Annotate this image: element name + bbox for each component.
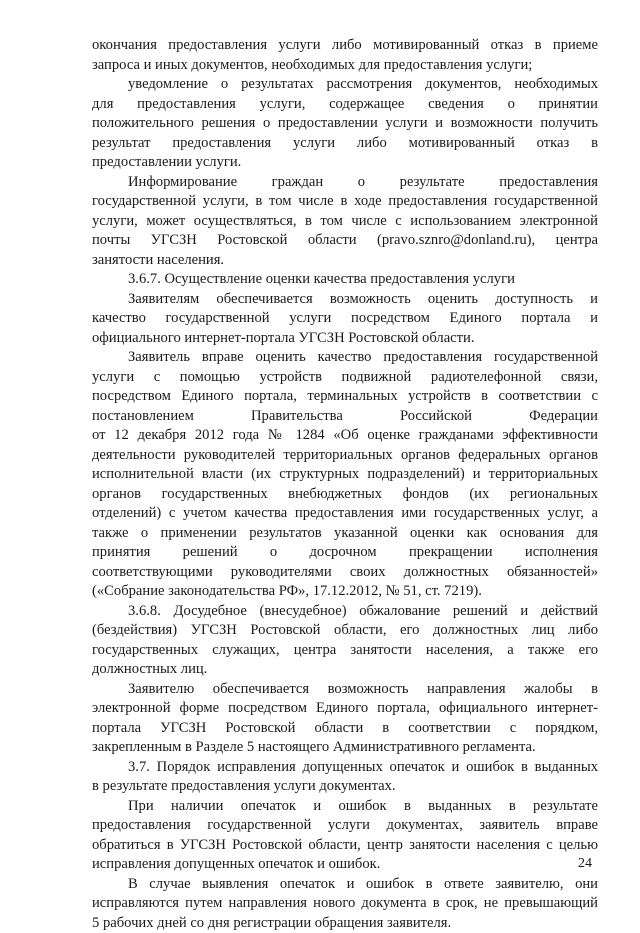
text-line: (бездействия) УГСЗН Ростовской области, его должностных лиц либо xyxy=(92,621,598,641)
text-line: органов государственных внебюджетных фондов (их региональных xyxy=(92,485,598,505)
text-line: официального интернет-портала УГСЗН Ростовской области. xyxy=(92,329,598,349)
text-line: почты УГСЗН Ростовской области (pravo.sznro@donland.ru), центра xyxy=(92,231,598,251)
text-line: запроса и иных документов, необходимых для предоставления услуги; xyxy=(92,56,598,76)
text-line: посредством Единого портала, терминальных устройств в соответствии с xyxy=(92,387,598,407)
text-line: исправляются путем направления нового документа в срок, не превышающий xyxy=(92,894,598,914)
text-line: («Собрание законодательства РФ», 17.12.2012, № 51, ст. 7219). xyxy=(92,582,598,602)
text-line: Информирование граждан о результате предоставления xyxy=(92,173,598,193)
text-line: При наличии опечаток и ошибок в выданных в результате xyxy=(92,797,598,817)
text-line: должностных лиц. xyxy=(92,660,598,680)
text-line: качество государственной услуги посредством Единого портала и xyxy=(92,309,598,329)
text-line: услуги с помощью устройств подвижной радиотелефонной связи, xyxy=(92,368,598,388)
text-line: 3.6.8. Досудебное (внесудебное) обжалование решений и действий xyxy=(92,602,598,622)
text-line: электронной форме посредством Единого портала, официального интернет- xyxy=(92,699,598,719)
text-line: от 12 декабря 2012 года № 1284 «Об оценке гражданами эффективности xyxy=(92,426,598,446)
text-line: 3.7. Порядок исправления допущенных опечаток и ошибок в выданных xyxy=(92,758,598,778)
text-line: обратиться в УГСЗН Ростовской области, центр занятости населения с целью xyxy=(92,836,598,856)
text-line: результат предоставления услуги либо мотивированный отказ в xyxy=(92,134,598,154)
text-line: государственной услуги, в том числе в ходе предоставления государственной xyxy=(92,192,598,212)
text-line: Заявитель вправе оценить качество предоставления государственной xyxy=(92,348,598,368)
text-line: Заявителям обеспечивается возможность оценить доступность и xyxy=(92,290,598,310)
text-line: уведомление о результатах рассмотрения документов, необходимых xyxy=(92,75,598,95)
text-line: предоставлении услуги. xyxy=(92,153,598,173)
text-line: для предоставления услуги, содержащее сведения о принятии xyxy=(92,95,598,115)
text-line: также о применении результатов указанной оценки как основания для xyxy=(92,524,598,544)
text-line: портала УГСЗН Ростовской области в соответствии с порядком, xyxy=(92,719,598,739)
text-line: закрепленным в Разделе 5 настоящего Административного регламента. xyxy=(92,738,598,758)
page-number: 24 xyxy=(578,856,592,872)
text-line: принятия решений о досрочном прекращении исполнения xyxy=(92,543,598,563)
text-line: исправления допущенных опечаток и ошибок. xyxy=(92,855,598,875)
text-line: предоставления государственной услуги документах, заявитель вправе xyxy=(92,816,598,836)
document-page xyxy=(92,36,598,933)
text-line: в результате предоставления услуги документах. xyxy=(92,777,598,797)
text-line: занятости населения. xyxy=(92,251,598,271)
text-line: Заявителю обеспечивается возможность направления жалобы в xyxy=(92,680,598,700)
text-line: государственных служащих, центра занятости населения, а также его xyxy=(92,641,598,661)
text-line: постановлением Правительства Российской Федерации xyxy=(92,407,598,427)
text-line: исполнительной власти (их структурных подразделений) и территориальных xyxy=(92,465,598,485)
text-line: деятельности руководителей территориальных органов федеральных органов xyxy=(92,446,598,466)
text-line: соответствующими руководителями своих должностных обязанностей» xyxy=(92,563,598,583)
text-line: отделений) с учетом качества предоставления ими государственных услуг, а xyxy=(92,504,598,524)
text-line: услуги, может осуществляться, в том числе с использованием электронной xyxy=(92,212,598,232)
text-line: В случае выявления опечаток и ошибок в ответе заявителю, они xyxy=(92,875,598,895)
text-line: 3.6.7. Осуществление оценки качества предоставления услуги xyxy=(92,270,598,290)
text-line: положительного решения о предоставлении услуги и возможности получить xyxy=(92,114,598,134)
text-line: окончания предоставления услуги либо мотивированный отказ в приеме xyxy=(92,36,598,56)
text-line: 5 рабочих дней со дня регистрации обращения заявителя. xyxy=(92,914,598,933)
